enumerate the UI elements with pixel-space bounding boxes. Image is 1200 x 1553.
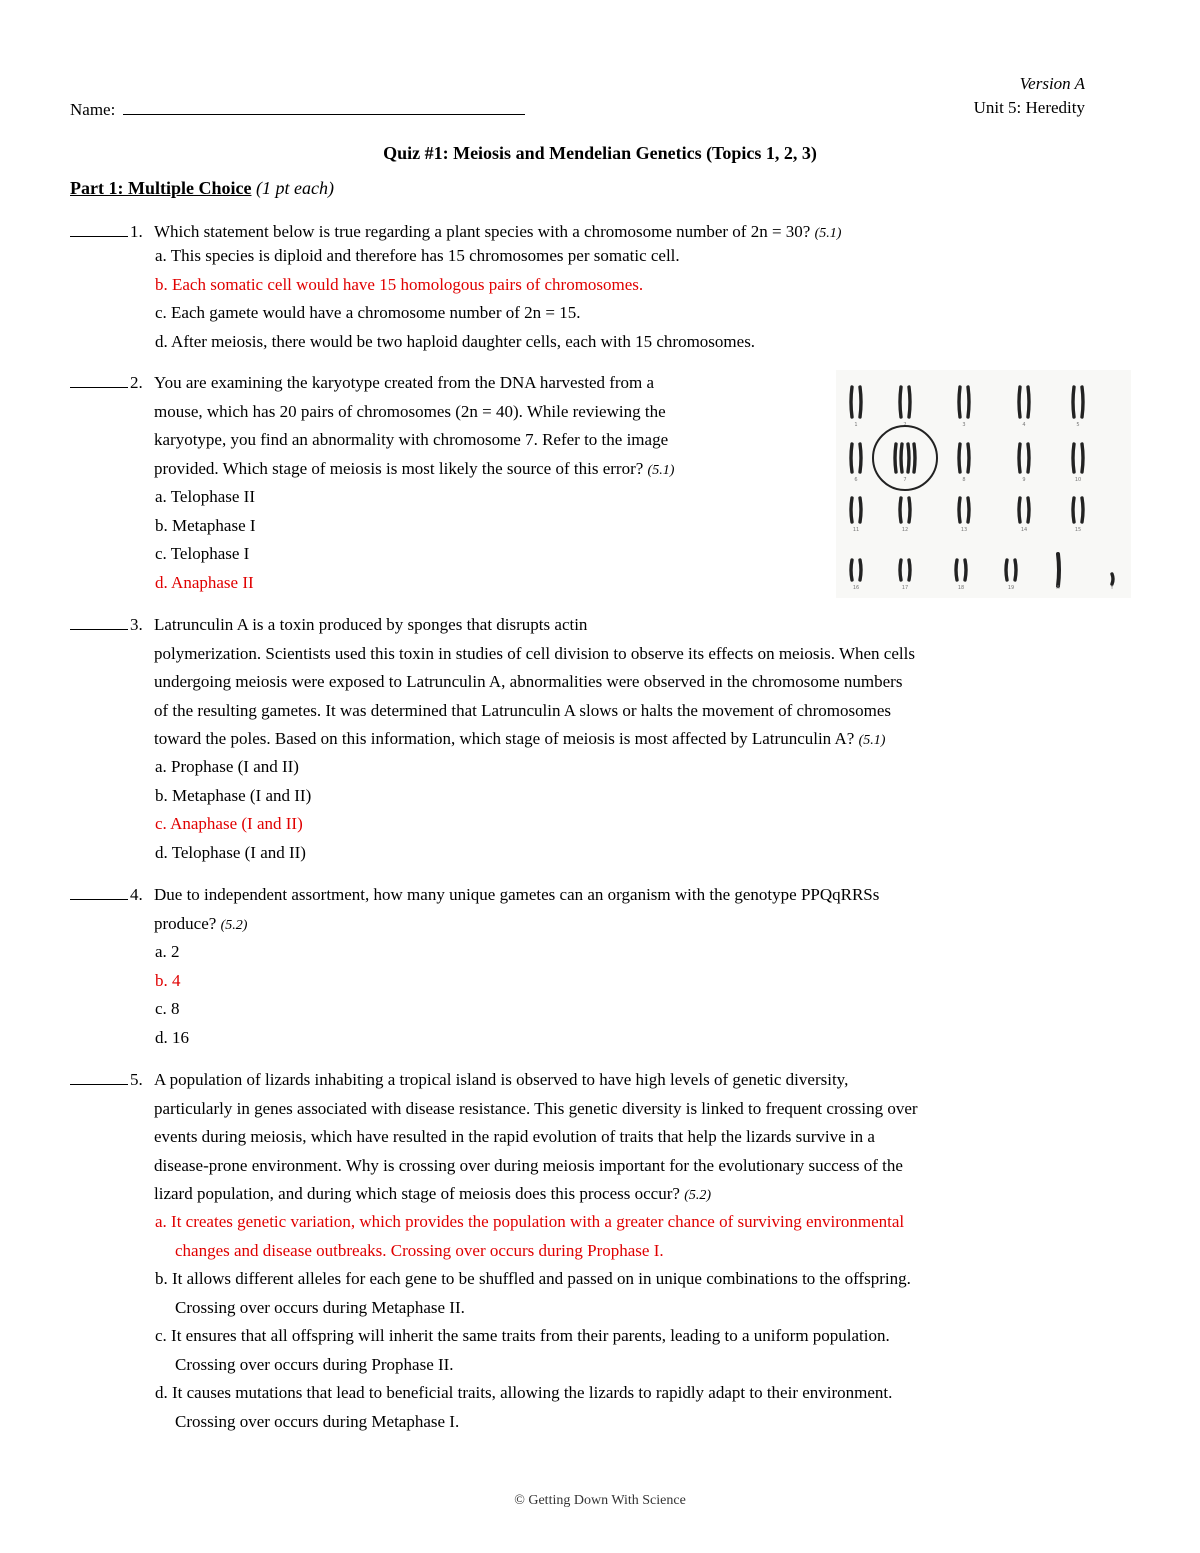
chromatid: [959, 444, 960, 472]
stem-line: Which statement below is true regarding a plant species with a chromosome number of 2n = 30?: [154, 222, 811, 241]
question-number: 1.: [130, 222, 143, 241]
option-c: c. Telophase I: [155, 544, 250, 563]
part-heading: [70, 178, 334, 199]
chromosome-pair-18: [956, 560, 966, 591]
option-c: c. 8: [155, 999, 180, 1018]
chromosome-label: 4: [1022, 422, 1026, 428]
chromosome-pair-19: [1006, 560, 1016, 591]
chromatid: [860, 560, 861, 580]
chromatid: [851, 387, 852, 417]
chromatid: [965, 560, 966, 580]
options-1: [155, 242, 755, 356]
option-a-correct: [155, 1208, 911, 1265]
question-4: [70, 881, 880, 933]
chromatid: [1082, 444, 1083, 472]
chromosome-pair-9: [1019, 444, 1029, 483]
option-line: Crossing over occurs during Metaphase I.: [175, 1411, 460, 1431]
standard-tag: (5.1): [814, 226, 842, 241]
chromatid: [1073, 387, 1074, 417]
chromosome-label: 15: [1074, 527, 1082, 533]
option-a: a. Prophase (I and II): [155, 757, 299, 776]
chromatid: [1015, 560, 1016, 580]
chromatid: [959, 387, 960, 417]
chromosome-pair-14: [1019, 498, 1029, 533]
name-label: Name:: [70, 100, 116, 119]
part-points: (1 pt each): [255, 178, 334, 198]
chromatid: [901, 444, 902, 472]
stem-line: You are examining the karyotype created from the DNA harvested from a: [154, 373, 655, 392]
option-a: a. 2: [155, 942, 180, 961]
chromatid: [1073, 498, 1074, 522]
chromatid: [1019, 444, 1020, 472]
option-line: changes and disease outbreaks. Crossing over occurs during Prophase I.: [175, 1240, 664, 1260]
options-5: [155, 1208, 911, 1436]
chromatid: [1058, 554, 1059, 586]
chromosome-label: 5: [1076, 422, 1080, 428]
option-line: b. It allows different alleles for each gene to be shuffled and passed on in unique combinations to the offspring.: [155, 1269, 911, 1288]
option-b: [155, 1265, 911, 1322]
chromatid: [1073, 444, 1074, 472]
stem-line: provided. Which stage of meiosis is most likely the source of this error?: [154, 458, 644, 478]
chromosome-label: 2: [903, 422, 907, 428]
chromatid: [900, 560, 901, 580]
options-3: [155, 753, 311, 867]
option-line: a. It creates genetic variation, which provides the population with a greater chance of surviving environmental: [155, 1212, 905, 1231]
chromosome-label: 10: [1074, 477, 1082, 483]
chromosome-pair-7: [895, 444, 915, 483]
answer-blank: [70, 613, 128, 630]
option-d: d. Telophase (I and II): [155, 842, 306, 862]
chromosome-pair-4: [1019, 387, 1029, 428]
stem-line: undergoing meiosis were exposed to Latrunculin A, abnormalities were observed in the chromosome numbers: [154, 672, 903, 691]
option-d-correct: d. Anaphase II: [155, 572, 254, 592]
karyotype-image: [836, 370, 1131, 598]
chromosome-label: 19: [1007, 585, 1015, 591]
chromatid: [968, 498, 969, 522]
stem-line: karyotype, you find an abnormality with chromosome 7. Refer to the image: [154, 430, 669, 449]
stem-line: polymerization. Scientists used this toxin in studies of cell division to observe its effects on meiosis. When cells: [154, 643, 915, 663]
chromatid: [1019, 387, 1020, 417]
question-stem: [154, 611, 915, 756]
chromatid: [968, 387, 969, 417]
stem-line: Due to independent assortment, how many unique gametes can an organism with the genotype PPQqRRSs: [154, 885, 880, 904]
chromatid: [959, 498, 960, 522]
chromatid: [909, 498, 910, 522]
option-line: Crossing over occurs during Metaphase II.: [175, 1297, 465, 1317]
chromatid: [956, 560, 957, 580]
part-label: Part 1: Multiple Choice: [70, 178, 252, 198]
chromatid: [895, 444, 896, 472]
chromatid: [1082, 498, 1083, 522]
option-c: [155, 1322, 911, 1379]
chromatid: [1019, 498, 1020, 522]
stem-line: particularly in genes associated with disease resistance. This genetic diversity is linked to frequent crossing over: [154, 1098, 918, 1118]
option-b: b. Metaphase (I and II): [155, 785, 312, 805]
chromosome-pair-16: [851, 560, 861, 591]
chromosome-label: 14: [1020, 527, 1028, 533]
chromosome-pair-10: [1073, 444, 1083, 483]
chromatid: [1112, 574, 1113, 584]
chromatid: [860, 444, 861, 472]
chromatid: [900, 387, 901, 417]
question-5: [70, 1066, 918, 1203]
chromosome-label: 16: [852, 585, 860, 591]
option-d: d. After meiosis, there would be two haploid daughter cells, each with 15 chromosomes.: [155, 331, 756, 351]
standard-tag: (5.2): [684, 1188, 712, 1203]
version-label: Version A: [1019, 74, 1085, 93]
header-right: [974, 72, 1085, 120]
question-1: [70, 218, 842, 247]
option-c: c. Each gamete would have a chromosome number of 2n = 15.: [155, 303, 581, 322]
stem-line: lizard population, and during which stage of meiosis does this process occur?: [154, 1184, 680, 1203]
chromatid: [1006, 560, 1007, 580]
footer-copyright: © Getting Down With Science: [514, 1493, 686, 1508]
chromosome-label: 12: [901, 527, 909, 533]
chromosome-label: X: [1056, 585, 1060, 591]
question-stem: [154, 1066, 918, 1211]
option-d: [155, 1379, 911, 1436]
chromatid: [909, 387, 910, 417]
chromatid: [1028, 498, 1029, 522]
stem-line: A population of lizards inhabiting a tropical island is observed to have high levels of genetic diversity,: [154, 1070, 849, 1089]
chromosome-pair-Y: [1109, 574, 1114, 591]
chromosome-pair-5: [1073, 387, 1083, 428]
stem-line: events during meiosis, which have resulted in the rapid evolution of traits that help the lizards survive in a: [154, 1127, 875, 1146]
chromosome-label: 17: [901, 585, 909, 591]
chromosome-label: 1: [854, 422, 858, 428]
chromosome-pair-X: [1056, 554, 1060, 591]
chromosome-label: 13: [960, 527, 968, 533]
chromosome-pair-1: [851, 387, 861, 428]
chromatid: [968, 444, 969, 472]
answer-blank: [70, 1068, 128, 1085]
chromosome-label: 3: [962, 422, 966, 428]
chromosome-pair-17: [900, 560, 910, 591]
chromosome-label: 9: [1022, 477, 1026, 483]
chromatid: [860, 498, 861, 522]
chromatid: [909, 560, 910, 580]
option-a: a. This species is diploid and therefore has 15 chromosomes per somatic cell.: [155, 246, 680, 265]
chromatid: [851, 560, 852, 580]
chromatid: [908, 444, 909, 472]
chromosome-label: Y: [1110, 585, 1114, 591]
chromatid: [1028, 444, 1029, 472]
option-b: b. Metaphase I: [155, 515, 256, 535]
chromatid: [851, 444, 852, 472]
quiz-title: Quiz #1: Meiosis and Mendelian Genetics (Topics 1, 2, 3): [383, 143, 817, 163]
option-line: Crossing over occurs during Prophase II.: [175, 1354, 454, 1374]
name-blank: [123, 96, 525, 115]
chromosome-pair-3: [959, 387, 969, 428]
answer-blank: [70, 371, 128, 388]
chromatid: [860, 387, 861, 417]
question-number: 5.: [130, 1070, 143, 1089]
question-stem: [154, 881, 879, 940]
chromosome-label: 7: [903, 477, 907, 483]
stem-line: Latrunculin A is a toxin produced by sponges that disrupts actin: [154, 615, 588, 634]
option-c-correct: c. Anaphase (I and II): [155, 814, 303, 833]
chromosome-pair-6: [851, 444, 861, 483]
options-2: [155, 483, 256, 597]
stem-line: of the resulting gametes. It was determined that Latrunculin A slows or halts the movement of chromosomes: [154, 700, 891, 720]
chromosome-pair-15: [1073, 498, 1083, 533]
chromosome-label: 11: [852, 527, 860, 533]
chromosome-pair-8: [959, 444, 969, 483]
chromatid: [851, 498, 852, 522]
question-3: [70, 611, 915, 748]
answer-blank: [70, 220, 128, 237]
chromatid: [1028, 387, 1029, 417]
option-line: c. It ensures that all offspring will inherit the same traits from their parents, leading to a uniform population.: [155, 1326, 890, 1345]
standard-tag: (5.1): [647, 462, 675, 478]
question-number: 2.: [130, 373, 143, 392]
standard-tag: (5.2): [220, 917, 248, 933]
stem-line: mouse, which has 20 pairs of chromosomes (2n = 40). While reviewing the: [154, 401, 666, 421]
unit-label: Unit 5: Heredity: [973, 98, 1085, 117]
chromosome-label: 6: [854, 477, 858, 483]
chromosome-pair-13: [959, 498, 969, 533]
stem-line: disease-prone environment. Why is crossing over during meiosis important for the evolutionary success of the: [154, 1155, 903, 1175]
answer-blank: [70, 883, 128, 900]
option-b-correct: b. 4: [155, 970, 181, 990]
standard-tag: (5.1): [858, 733, 886, 748]
chromosome-pair-12: [900, 498, 910, 533]
chromosome-grid: [851, 387, 1114, 591]
question-2: [70, 369, 675, 478]
question-number: 4.: [130, 885, 143, 904]
stem-line: toward the poles. Based on this information, which stage of meiosis is most affected by Latrunculin A?: [154, 729, 855, 748]
stem-line: produce?: [154, 913, 217, 933]
chromosome-label: 18: [957, 585, 965, 591]
option-a: a. Telophase II: [155, 487, 255, 506]
chromatid: [1082, 387, 1083, 417]
options-4: [155, 938, 189, 1052]
chromosome-pair-11: [851, 498, 861, 533]
chromatid: [900, 498, 901, 522]
question-stem: [154, 369, 674, 485]
name-field: [70, 96, 525, 122]
option-b-correct: b. Each somatic cell would have 15 homologous pairs of chromosomes.: [155, 274, 644, 294]
chromosome-label: 8: [962, 477, 966, 483]
chromosome-pair-2: [900, 387, 910, 428]
question-number: 3.: [130, 615, 143, 634]
chromatid: [914, 444, 915, 472]
option-d: d. 16: [155, 1027, 189, 1047]
option-line: d. It causes mutations that lead to beneficial traits, allowing the lizards to rapidly adapt to their environment.: [155, 1383, 893, 1402]
